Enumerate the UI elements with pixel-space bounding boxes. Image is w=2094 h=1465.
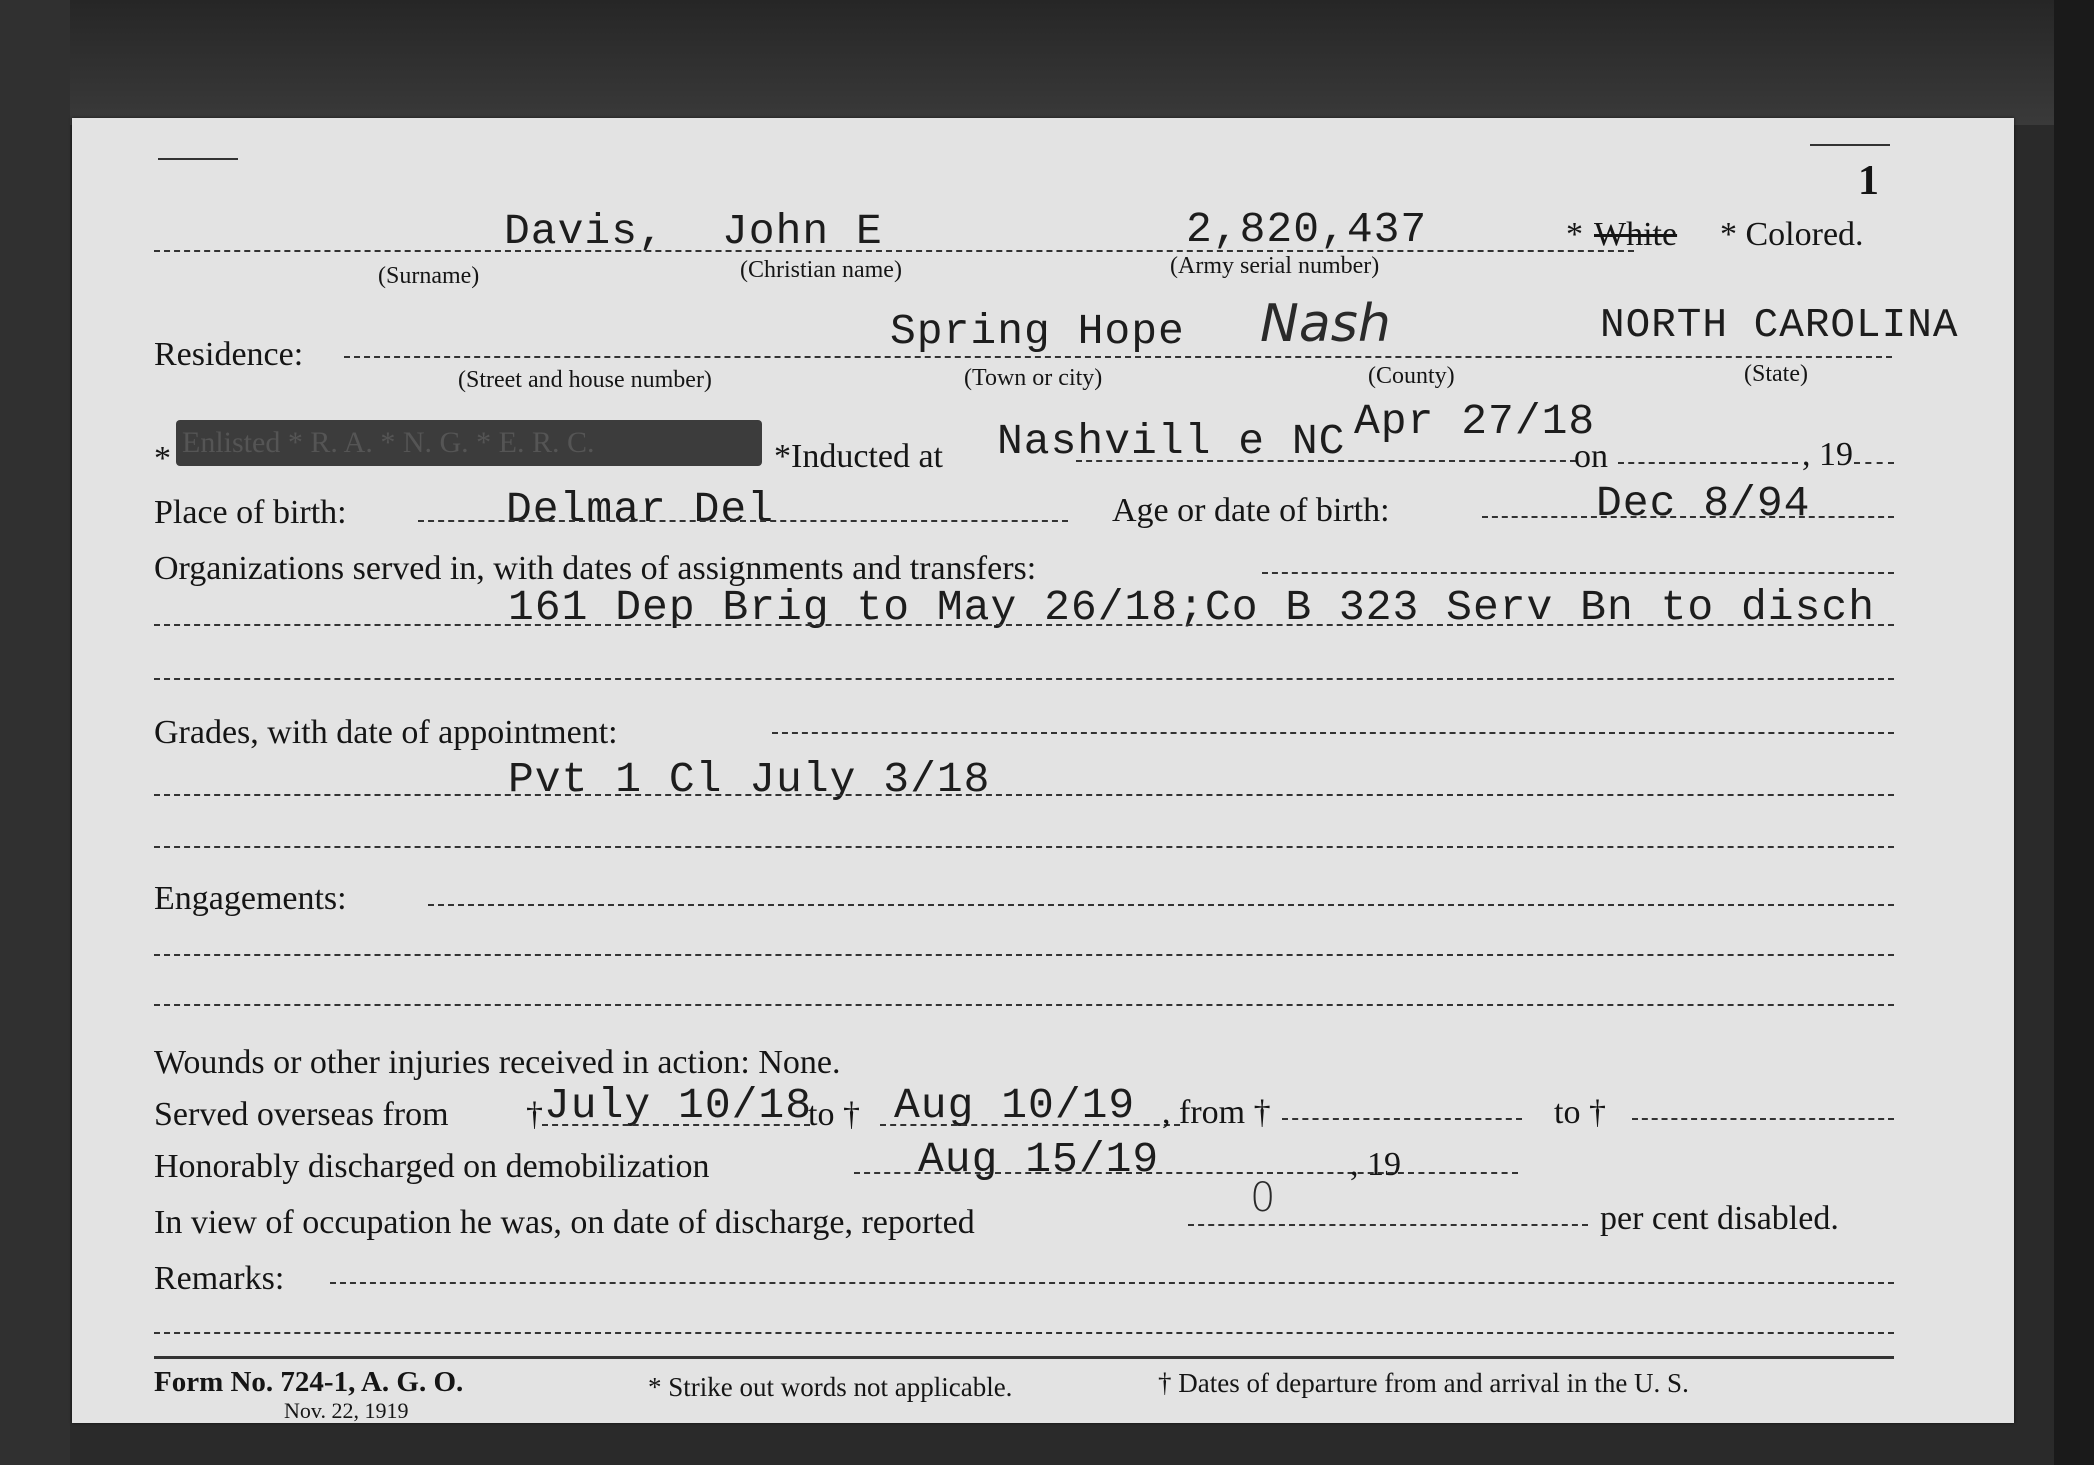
- enlistment-type-redaction: [176, 420, 762, 466]
- serial-caption: (Army serial number): [1170, 253, 1380, 279]
- birth-date-label: Age or date of birth:: [1112, 492, 1390, 529]
- card-number: 1: [1858, 158, 1879, 204]
- name-line: [154, 250, 1634, 252]
- disability-suffix: per cent disabled.: [1600, 1200, 1839, 1237]
- engagements-label: Engagements:: [154, 880, 347, 917]
- inducted-line: [1076, 460, 1576, 462]
- street-caption: (Street and house number): [458, 367, 712, 393]
- disability-label: In view of occupation he was, on date of discharge, reported: [154, 1204, 975, 1241]
- grades-value: Pvt 1 Cl July 3/18: [508, 755, 991, 804]
- overseas-second-from-line: [1282, 1118, 1522, 1120]
- overseas-label: Served overseas from: [154, 1096, 449, 1133]
- footnote-strike-out: * Strike out words not applicable.: [648, 1372, 1013, 1402]
- grades-line-1: [772, 732, 1894, 734]
- birth-place-line: [418, 520, 1068, 522]
- form-date: Nov. 22, 1919: [284, 1398, 409, 1423]
- organizations-line-2: [154, 624, 1894, 626]
- overseas-dagger: †: [526, 1096, 543, 1133]
- overseas-second-from-label: , from †: [1162, 1094, 1271, 1131]
- wounds-text: Wounds or other injuries received in action: None.: [154, 1044, 841, 1081]
- residence-line: [344, 356, 1892, 358]
- overseas-from-value: July 10/18: [544, 1081, 813, 1130]
- inducted-place-value: Nashvill e NC: [997, 417, 1346, 466]
- footer-rule: [154, 1356, 1894, 1359]
- scan-background-right: [2054, 0, 2094, 1465]
- enlistment-type-redacted-text: Enlisted * R. A. * N. G. * E. R. C.: [182, 426, 595, 459]
- inducted-date-value: Apr 27/18: [1354, 397, 1596, 446]
- organizations-label: Organizations served in, with dates of assignments and transfers:: [154, 550, 1037, 587]
- number-mark: [1810, 144, 1890, 146]
- discharge-year-label: , 19: [1350, 1146, 1401, 1183]
- organizations-value: 161 Dep Brig to May 26/18;Co B 323 Serv Bn to disch: [508, 583, 1876, 632]
- residence-town-value: Spring Hope: [890, 307, 1185, 356]
- scan-background-top: [0, 0, 2094, 125]
- engagements-line-2: [154, 954, 1894, 956]
- on-label: on: [1574, 438, 1608, 475]
- overseas-second-to-line: [1632, 1118, 1894, 1120]
- christian-name-caption: (Christian name): [740, 257, 902, 283]
- residence-label: Residence:: [154, 336, 304, 373]
- christian-name-value: John E: [722, 207, 883, 256]
- service-record-card: [72, 118, 2014, 1423]
- remarks-line-2: [154, 1332, 1894, 1334]
- birth-date-value: Dec 8/94: [1596, 479, 1811, 528]
- overseas-from-line: [542, 1124, 810, 1126]
- year-label-inducted: , 19: [1802, 436, 1853, 473]
- discharge-year-line: [1408, 1172, 1518, 1174]
- remarks-label: Remarks:: [154, 1260, 285, 1297]
- inducted-label: *Inducted at: [774, 438, 943, 475]
- birth-date-line: [1482, 516, 1894, 518]
- grades-line-2: [154, 794, 1894, 796]
- organizations-line-1: [1262, 572, 1894, 574]
- serial-number-value: 2,820,437: [1186, 205, 1428, 254]
- overseas-to-line: [880, 1124, 1180, 1126]
- residence-county-handwritten: Nash: [1260, 294, 1391, 354]
- discharge-date-value: Aug 15/19: [918, 1135, 1160, 1184]
- footnote-dates: † Dates of departure from and arrival in the U. S.: [1158, 1368, 1689, 1398]
- engagements-line-3: [154, 1004, 1894, 1006]
- birth-place-label: Place of birth:: [154, 494, 347, 531]
- enlisted-star: *: [154, 440, 171, 477]
- disability-line: [1188, 1224, 1588, 1226]
- county-caption: (County): [1368, 363, 1455, 389]
- engagements-line-1: [428, 904, 1894, 906]
- remarks-line-1: [330, 1282, 1894, 1284]
- scan-background-left: [0, 0, 70, 1465]
- corner-mark: [158, 158, 238, 160]
- race-colored: * Colored.: [1720, 216, 1864, 253]
- overseas-to-label: to †: [808, 1096, 860, 1133]
- town-caption: (Town or city): [964, 365, 1103, 391]
- surname-value: Davis,: [504, 207, 665, 256]
- race-white-struck: White: [1594, 216, 1678, 253]
- discharge-line: [854, 1172, 1414, 1174]
- surname-caption: (Surname): [378, 263, 480, 289]
- birth-place-value: Delmar Del: [506, 485, 775, 534]
- disability-value-handwritten: 0: [1250, 1175, 1276, 1221]
- residence-state-value: NORTH CAROLINA: [1600, 303, 1959, 349]
- race-star: *: [1566, 216, 1583, 253]
- organizations-line-3: [154, 678, 1894, 680]
- overseas-to-value: Aug 10/19: [894, 1081, 1136, 1130]
- form-number: Form No. 724-1, A. G. O.: [154, 1366, 464, 1398]
- on-line: [1618, 462, 1798, 464]
- state-caption: (State): [1744, 361, 1808, 387]
- grades-line-3: [154, 846, 1894, 848]
- grades-label: Grades, with date of appointment:: [154, 714, 618, 751]
- discharge-label: Honorably discharged on demobilization: [154, 1148, 710, 1185]
- year-line-inducted: [1854, 462, 1894, 464]
- overseas-second-to-label: to †: [1554, 1094, 1606, 1131]
